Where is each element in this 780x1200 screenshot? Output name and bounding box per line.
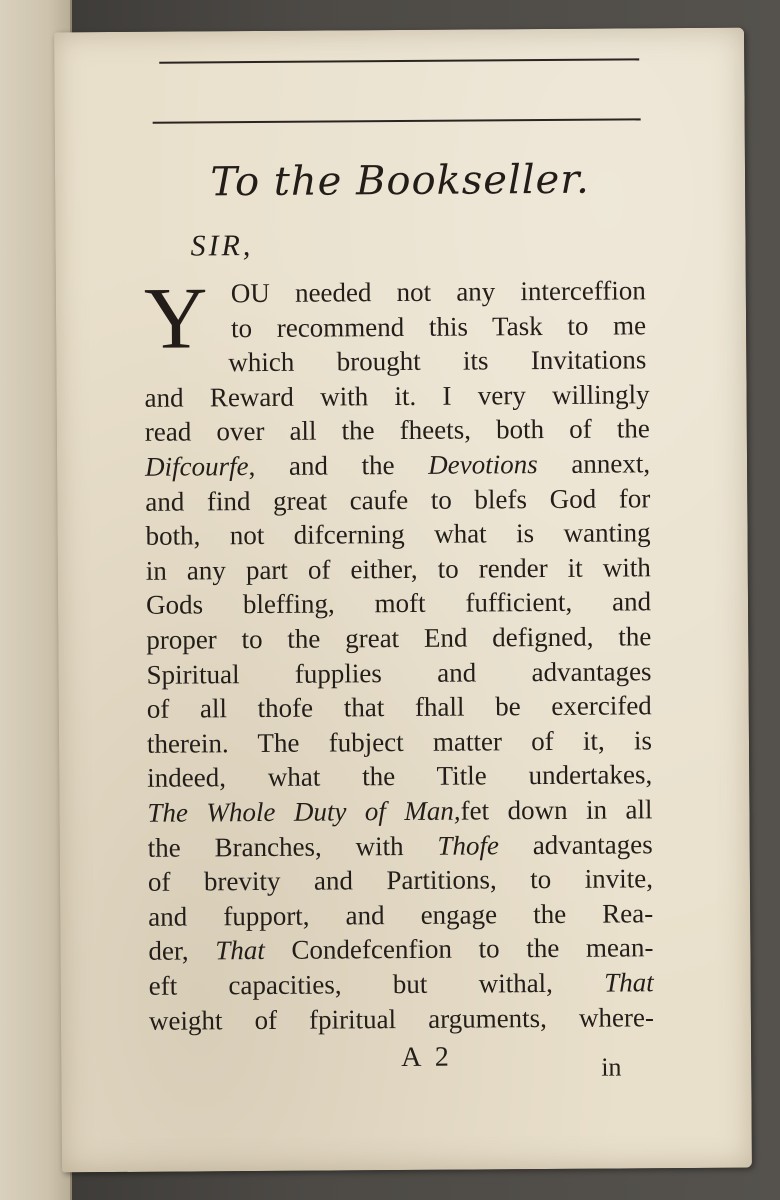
text-run: which brought its Invitations (228, 344, 647, 378)
text-line (148, 930, 653, 970)
text-line (147, 757, 652, 797)
text-line (144, 376, 649, 416)
text-run: and fupport, and engage the Rea- (148, 898, 654, 932)
text-line (228, 341, 646, 380)
text-line (147, 791, 652, 831)
text-run: Gods bleffing, moft fufficient, and (145, 586, 652, 621)
text-line (148, 826, 653, 866)
book-page (54, 28, 752, 1173)
signature-mark: A 2 (401, 1041, 453, 1074)
text-line (146, 618, 651, 658)
text-line (145, 411, 650, 451)
text-run: advantages (498, 828, 653, 860)
text-run: the Branches, with (147, 830, 438, 863)
text-run: and find great caufe to blefs God for (145, 482, 651, 517)
text-line (146, 653, 651, 693)
text-run: annext, (537, 448, 651, 480)
text-run: both, not difcerning what is wanting (145, 517, 651, 551)
text-run: weight of fpiritual arguments, where- (148, 1001, 655, 1036)
text-line (145, 445, 650, 485)
text-run: , and the (248, 450, 395, 482)
text-run: therein. The fubject matter of it, is (146, 725, 653, 759)
drop-capital: Y (143, 270, 208, 368)
page-title: To the Bookseller. (210, 156, 590, 206)
text-run: Spiritual fupplies and advantages (146, 655, 652, 690)
text-line (149, 999, 654, 1039)
text-line (148, 895, 653, 935)
text-run: and Reward with it. I very willingly (144, 379, 650, 413)
text-line (146, 584, 651, 624)
text-run: OU needed not any interceffion (230, 275, 646, 309)
italic-run: Difcourfe (144, 451, 249, 482)
text-line (148, 860, 653, 900)
salutation: SIR, (190, 229, 254, 263)
text-run: Condefcenfion to the mean- (264, 932, 654, 966)
text-line (149, 964, 654, 1004)
text-line (147, 722, 652, 762)
text-run: fet down in all (460, 794, 653, 826)
text-line (147, 687, 652, 727)
text-run: der, (148, 935, 216, 967)
italic-run: Thofe (437, 829, 500, 861)
text-run: to recommend this Task to me (230, 309, 647, 343)
text-line (231, 272, 646, 311)
text-line (145, 514, 650, 554)
text-line (145, 480, 650, 520)
text-run: read over all the fheets, both of the (144, 413, 650, 448)
text-line (231, 307, 646, 346)
text-run: of all thofe that fhall be exercifed (146, 690, 652, 724)
italic-run: Devotions (428, 449, 538, 480)
text-run: of brevity and Partitions, to invite, (147, 863, 654, 897)
text-run: in any part of either, to render it with (145, 552, 651, 586)
top-rule (159, 58, 639, 63)
catchword: in (601, 1052, 622, 1082)
second-rule (153, 118, 641, 123)
italic-run: That (215, 935, 265, 966)
text-run: proper to the great End defigned, the (146, 621, 652, 655)
italic-run: The Whole Duty of Man, (147, 795, 461, 828)
text-line (146, 549, 651, 589)
text-run: eft capacities, but withal, (148, 967, 605, 1001)
italic-run: That (604, 967, 654, 998)
text-run: indeed, what the Title undertakes, (147, 759, 653, 794)
